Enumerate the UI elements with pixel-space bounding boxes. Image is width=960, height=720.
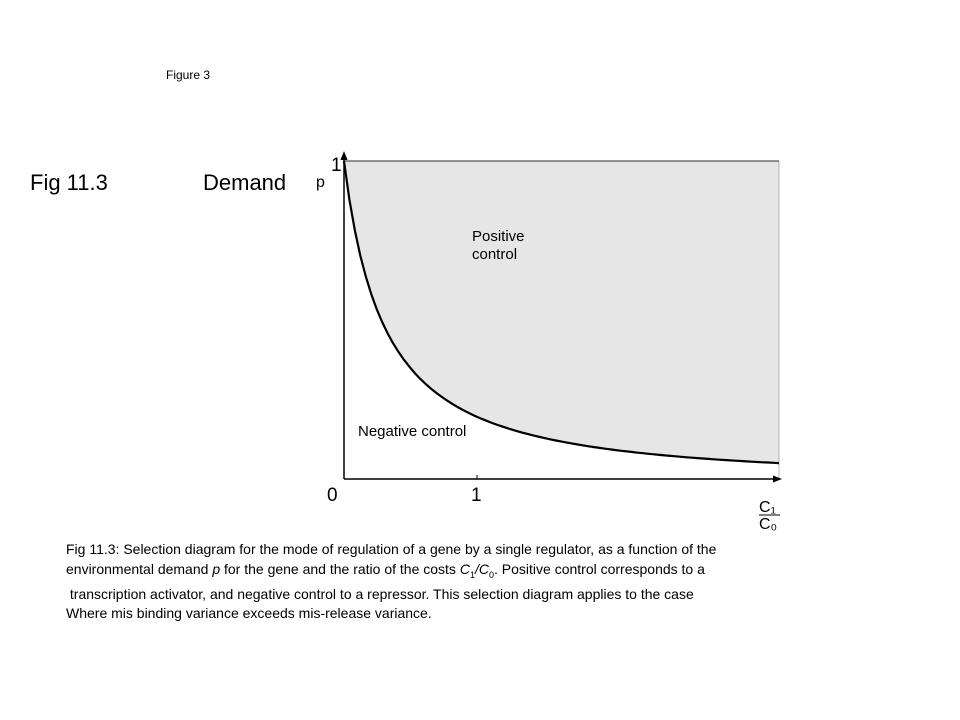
positive-control-label-line2: control [472,246,518,263]
figure-label: Figure 3 [166,68,211,82]
caption-line-1: Fig 11.3: Selection diagram for the mode of regulation of a gene by a single regulator, as a function of the [66,541,717,557]
y-axis-top-tick: 1 [331,155,342,176]
caption-line-2: environmental demand p for the gene and the ratio of the costs $C_1/C_0$. Positive control corresponds to a [66,560,705,580]
figure-caption [66,540,846,624]
x-axis-tick-label: 1 [471,485,482,506]
y-axis-label: p [316,174,325,191]
x-axis-label-denominator: C₀ [759,516,778,533]
origin-label: 0 [327,485,338,506]
caption-demand-variable: p [212,560,221,577]
positive-control-region [344,161,779,463]
x-axis-label-numerator: C₁ [759,499,776,516]
caption-line-3: transcription activator, and negative control to a repressor. This selection diagram applies to the case [66,585,694,602]
caption-line-4: Where mis binding variance exceeds mis-release variance. [66,605,432,622]
caption-cost-c0: C [478,560,489,577]
figure-number: Fig 11.3 [30,170,108,195]
positive-control-label-line1: Positive [472,228,525,245]
caption-cost-c1: C [459,560,470,577]
negative-control-label: Negative control [358,423,467,440]
figure-title: Demand [203,170,287,195]
x-axis-arrowhead [773,476,782,483]
